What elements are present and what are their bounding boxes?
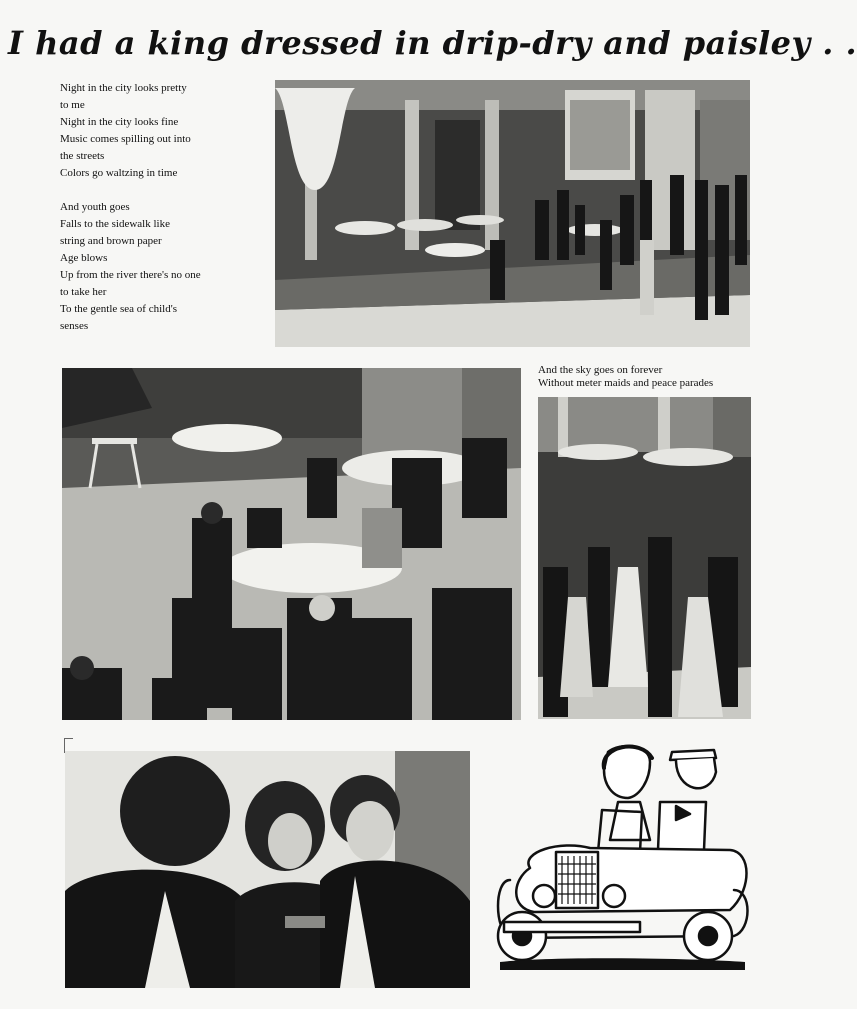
stanza-break (60, 182, 265, 199)
poem-line: to take her (60, 286, 107, 298)
photo-caption (538, 364, 753, 390)
dancing-photo (538, 397, 751, 719)
poem-line: Music comes spilling out into (60, 133, 191, 145)
poem-line: senses (60, 320, 89, 332)
ballroom-photo (275, 80, 750, 347)
poem-line: string and brown paper (60, 235, 162, 247)
vintage-car-cartoon (490, 740, 755, 980)
poem-line: the streets (60, 150, 105, 162)
poem-line: To the gentle sea of child's (60, 303, 177, 315)
poem-line: Night in the city looks fine (60, 116, 179, 128)
poem-line: And youth goes (60, 201, 130, 213)
poem-line: Night in the city looks pretty (60, 82, 187, 94)
poem-line: Falls to the sidewalk like (60, 218, 170, 230)
poem-line: Colors go waltzing in time (60, 167, 178, 179)
tuxedo-photo (65, 751, 470, 988)
page-headline: I had a king dressed in drip-dry and paisley . . (8, 24, 857, 62)
poem-text (60, 80, 265, 335)
poem-line: Up from the river there's no one (60, 269, 201, 281)
poem-line: Age blows (60, 252, 108, 264)
caption-line: And the sky goes on forever (538, 364, 663, 376)
poem-line: to me (60, 99, 85, 111)
caption-line: Without meter maids and peace parades (538, 377, 714, 389)
banquet-photo (62, 368, 521, 720)
